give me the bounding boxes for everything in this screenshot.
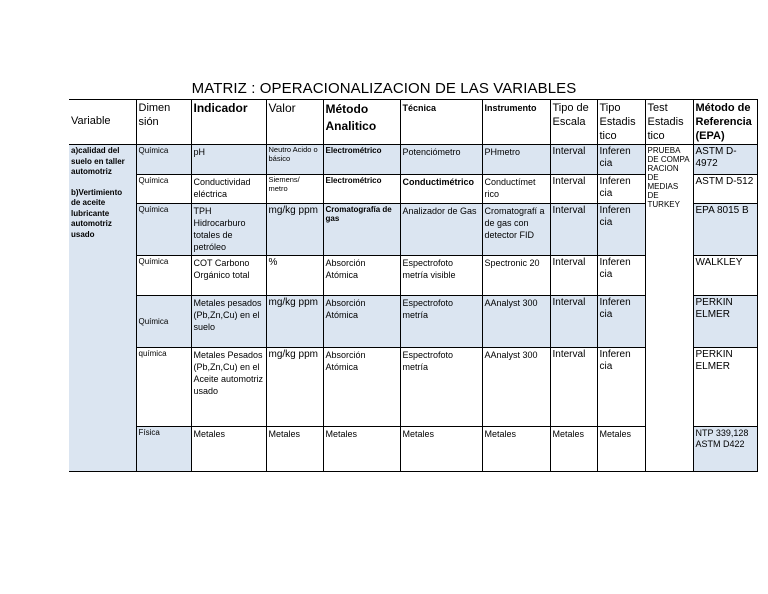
variable-b: b)Vertimiento de aceite lubricante automotriz usado <box>71 187 123 239</box>
dimension-cell: química <box>136 348 191 427</box>
indicador-cell: COT Carbono Orgánico total <box>191 256 266 296</box>
header-indicador: Indicador <box>191 100 266 145</box>
tecnica-cell: Metales <box>400 427 482 472</box>
valor-cell: mg/kg ppm <box>266 296 323 348</box>
escala-cell: Metales <box>550 427 597 472</box>
valor-cell: Metales <box>266 427 323 472</box>
header-row <box>69 100 757 145</box>
indicador-cell: TPH Hidrocarburo totales de petróleo <box>191 204 266 256</box>
escala-cell: Interval <box>550 175 597 204</box>
indicador-cell: pH <box>191 145 266 175</box>
valor-cell: Siemens/ metro <box>266 175 323 204</box>
estadistico-cell: Inferen cia <box>597 296 645 348</box>
header-variable: Variable <box>69 100 136 145</box>
header-tecnica: Técnica <box>400 100 482 145</box>
tecnica-cell: Conductimétrico <box>400 175 482 204</box>
metodo-cell: Absorción Atómica <box>323 256 400 296</box>
indicador-cell: Metales pesados (Pb,Zn,Cu) en el suelo <box>191 296 266 348</box>
instrumento-cell: PHmetro <box>482 145 550 175</box>
referencia-cell: PERKIN ELMER <box>693 296 757 348</box>
escala-cell: Interval <box>550 296 597 348</box>
escala-cell: Interval <box>550 204 597 256</box>
referencia-cell: ASTM D-512 <box>693 175 757 204</box>
valor-cell: mg/kg ppm <box>266 348 323 427</box>
header-valor: Valor <box>266 100 323 145</box>
page-title: MATRIZ : OPERACIONALIZACION DE LAS VARIABLES <box>191 80 577 97</box>
header-metodo-referencia: Método de Referencia (EPA) <box>693 100 757 145</box>
tecnica-cell: Potenciómetro <box>400 145 482 175</box>
referencia-cell: WALKLEY <box>693 256 757 296</box>
valor-cell: mg/kg ppm <box>266 204 323 256</box>
referencia-cell: EPA 8015 B <box>693 204 757 256</box>
estadistico-cell: Metales <box>597 427 645 472</box>
header-instrumento: Instrumento <box>482 100 550 145</box>
escala-cell: Interval <box>550 256 597 296</box>
indicador-cell: Metales <box>191 427 266 472</box>
estadistico-cell: Inferen cia <box>597 175 645 204</box>
instrumento-cell: AAnalyst 300 <box>482 348 550 427</box>
dimension-cell: Química <box>136 175 191 204</box>
indicador-cell: Metales Pesados (Pb,Zn,Cu) en el Aceite automotriz usado <box>191 348 266 427</box>
header-dimension: Dimen sión <box>136 100 191 145</box>
variable-cell <box>69 145 136 472</box>
referencia-cell: ASTM D-4972 <box>693 145 757 175</box>
estadistico-cell: Inferen cia <box>597 348 645 427</box>
metodo-cell: Absorción Atómica <box>323 296 400 348</box>
instrumento-cell: Cromatografí a de gas con detector FID <box>482 204 550 256</box>
metodo-cell: Cromatografía de gas <box>323 204 400 256</box>
referencia-cell: NTP 339,128 ASTM D422 <box>693 427 757 472</box>
instrumento-cell: Conductímet rico <box>482 175 550 204</box>
tecnica-cell: Espectrofoto metría <box>400 348 482 427</box>
estadistico-cell: Inferen cia <box>597 256 645 296</box>
instrumento-cell: Metales <box>482 427 550 472</box>
metodo-cell: Electrométrico <box>323 175 400 204</box>
dimension-cell: Física <box>136 427 191 472</box>
dimension-cell: Química <box>136 204 191 256</box>
table-row <box>69 145 757 175</box>
variable-a: a)calidad del suelo en taller automotriz <box>71 146 125 176</box>
header-tipo-escala: Tipo de Escala <box>550 100 597 145</box>
tecnica-cell: Espectrofoto metría <box>400 296 482 348</box>
instrumento-cell: AAnalyst 300 <box>482 296 550 348</box>
metodo-cell: Electrométrico <box>323 145 400 175</box>
referencia-cell: PERKIN ELMER <box>693 348 757 427</box>
estadistico-cell: Inferen cia <box>597 204 645 256</box>
tecnica-cell: Espectrofoto metría visible <box>400 256 482 296</box>
metodo-cell: Metales <box>323 427 400 472</box>
estadistico-cell: Inferen cia <box>597 145 645 175</box>
dimension-cell: Química <box>136 256 191 296</box>
operationalization-matrix <box>69 99 758 472</box>
tecnica-cell: Analizador de Gas <box>400 204 482 256</box>
dimension-cell: Química <box>136 296 191 348</box>
dimension-cell: Química <box>136 145 191 175</box>
valor-cell: Neutro Acido o básico <box>266 145 323 175</box>
escala-cell: Interval <box>550 348 597 427</box>
escala-cell: Interval <box>550 145 597 175</box>
instrumento-cell: Spectronic 20 <box>482 256 550 296</box>
header-metodo: Método Analitico <box>323 100 400 145</box>
indicador-cell: Conductividad eléctrica <box>191 175 266 204</box>
test-estadistico-cell: PRUEBA DE COMPA RACION DE MEDIAS DE TURKEY <box>645 145 693 472</box>
metodo-cell: Absorción Atómica <box>323 348 400 427</box>
header-test: Test Estadis tico <box>645 100 693 145</box>
header-tipo-estadistico: Tipo Estadis tico <box>597 100 645 145</box>
valor-cell: % <box>266 256 323 296</box>
